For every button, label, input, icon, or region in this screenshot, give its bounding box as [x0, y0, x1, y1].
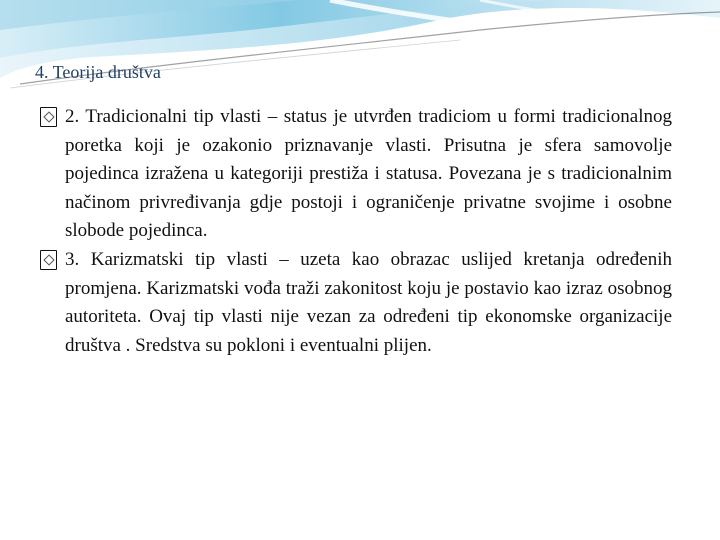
bullet-text: 3. Karizmatski tip vlasti – uzeta kao obrazac uslijed kretanja određenih promjena. Karizmatski vođa traži zakonitost koju je postavio kao izraz osobnog autoriteta. Ovaj tip vlasti nije vezan za određeni tip ekonomske organizacije društva . Sredstva su pokloni i eventualni plijen.	[65, 248, 672, 356]
slide-title: 4. Teorija društva	[35, 62, 161, 82]
bullet-item	[40, 103, 672, 246]
bullet-item	[40, 246, 672, 360]
missing-glyph-icon	[40, 250, 57, 270]
slide-content	[40, 103, 672, 360]
bullet-text: 2. Tradicionalni tip vlasti – status je utvrđen tradiciom u formi tradicionalnog poretka koji je ozakonio priznavanje vlasti. Prisutna je sfera samovolje pojedinca izražena u kategoriji prestiža i statusa. Povezana je s tradicionalnim načinom privređivanja gdje postoji i ograničenje privatne svojime i osobne slobode pojedinca.	[65, 106, 672, 242]
missing-glyph-icon	[40, 107, 57, 127]
